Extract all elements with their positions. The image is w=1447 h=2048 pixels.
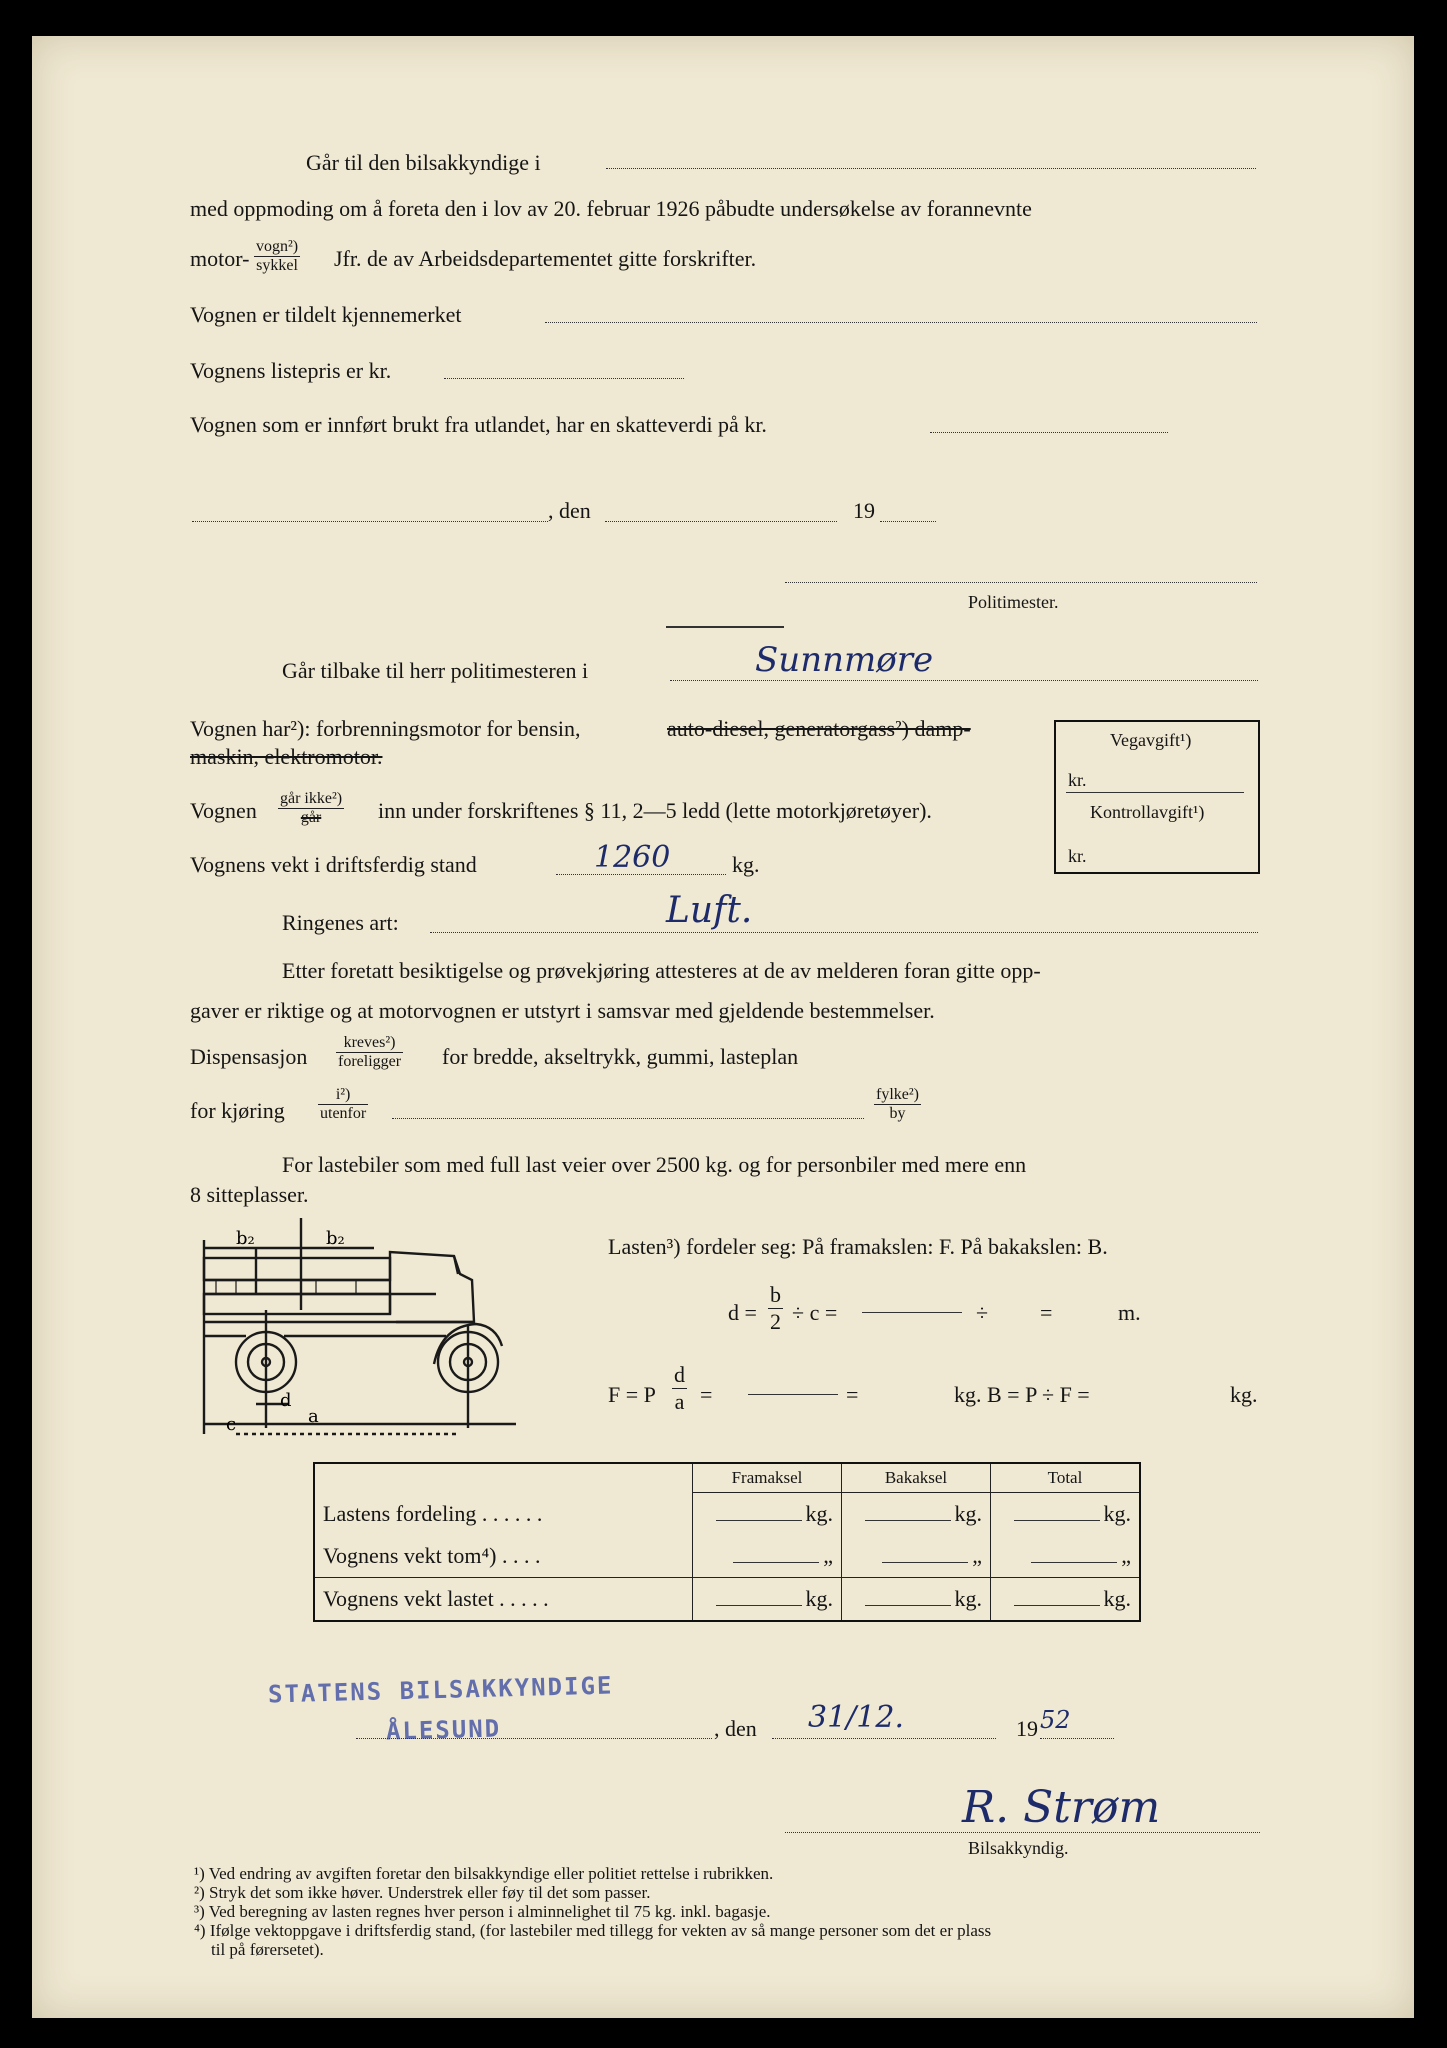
fraction-num: d xyxy=(674,1362,685,1387)
fraction-gaar xyxy=(278,790,344,827)
table-header-row xyxy=(314,1463,1140,1493)
label-gaar-tilbake: Går tilbake til herr politimesteren i xyxy=(282,658,589,683)
fraction-den: 2 xyxy=(770,1309,781,1334)
field-bilsakkyndige-place[interactable] xyxy=(606,168,1256,169)
cell-bakaksel[interactable] xyxy=(842,1535,991,1578)
divider xyxy=(666,626,784,628)
label-vekt: Vognens vekt i driftsferdig stand xyxy=(190,852,477,877)
label-bilsakkyndig: Bilsakkyndig. xyxy=(968,1838,1069,1858)
cell-bakaksel[interactable] xyxy=(842,1493,991,1536)
formula-d-rest: ÷ c = xyxy=(792,1300,838,1325)
fraction-num: fylke²) xyxy=(876,1086,919,1103)
label-lasten: Lasten³) fordeler seg: På framakslen: F. På bakakslen: B. xyxy=(608,1234,1108,1259)
label-kjoring: for kjøring xyxy=(190,1098,285,1123)
unit: „ xyxy=(1121,1543,1131,1568)
field-year-2[interactable] xyxy=(1040,1738,1114,1739)
footnote-2: ²) Stryk det som ikke høver. Understrek eller føy til det som passer. xyxy=(194,1883,651,1902)
field-kjennemerke[interactable] xyxy=(545,322,1257,323)
truck-diagram xyxy=(196,1214,574,1450)
label-skatteverdi: Vognen som er innført brukt fra utlandet, har en skatteverdi på kr. xyxy=(190,412,767,437)
field-politimester-signature[interactable] xyxy=(785,582,1257,583)
formula-f-lhs: F = P xyxy=(608,1382,656,1407)
fraction-num: i²) xyxy=(318,1086,368,1105)
line-gaar-til: Går til den bilsakkyndige i xyxy=(306,150,541,175)
laste-line-1: For lastebiler som med full last veier over 2500 kg. og for personbiler med mere enn xyxy=(282,1152,1027,1177)
footnote-1: ¹) Ved endring av avgiften foretar den bilsakkyndige eller politiet rettelse i rubrikken. xyxy=(194,1864,774,1883)
label-d: d xyxy=(280,1390,292,1411)
cell-bakaksel[interactable] xyxy=(842,1578,991,1622)
label-year-2: 19 xyxy=(1016,1716,1038,1741)
struck-motor-types-1: auto-diesel, generatorgass²) damp- xyxy=(667,716,971,741)
footnote-3: ³) Ved beregning av lasten regnes hver person i alminnelighet til 75 kg. inkl. bagasje. xyxy=(194,1902,771,1921)
fraction-b-over-2 xyxy=(768,1282,783,1335)
row-label: Lastens fordeling . . . . . . xyxy=(323,1500,543,1526)
fraction-den: foreligger xyxy=(338,1053,402,1070)
cell-framaksel[interactable] xyxy=(693,1535,842,1578)
motor-prefix: motor- xyxy=(190,246,250,271)
fraction-den: a xyxy=(674,1389,685,1414)
header-framaksel: Framaksel xyxy=(693,1463,842,1493)
fraction-fylke xyxy=(874,1086,921,1123)
fraction-num: b xyxy=(770,1282,781,1307)
field-bilsakkyndig-place[interactable] xyxy=(356,1738,712,1739)
cell-framaksel[interactable] xyxy=(693,1578,842,1622)
struck-motor-types-2: maskin, elektromotor. xyxy=(190,744,383,769)
formula-f-eq: = xyxy=(700,1382,713,1407)
field-skatteverdi[interactable] xyxy=(930,432,1168,433)
label-kg: kg. xyxy=(732,852,760,877)
fraction-num: går ikke²) xyxy=(280,790,343,807)
row-label: Vognens vekt lastet . . . . . xyxy=(314,1578,693,1622)
header-bakaksel: Bakaksel xyxy=(842,1463,991,1493)
label-kr-2: kr. xyxy=(1068,846,1087,866)
field-politimester-place[interactable] xyxy=(670,680,1258,681)
field-year[interactable] xyxy=(880,521,936,522)
fraction-den: by xyxy=(889,1105,906,1122)
stamp-line-1: STATENS BILSAKKYNDIGE xyxy=(267,1671,614,1709)
label-den: , den xyxy=(548,498,591,523)
label-vognen: Vognen xyxy=(190,798,257,823)
fraction-dispensasjon xyxy=(336,1034,403,1071)
cell-total[interactable] xyxy=(991,1578,1141,1622)
formula-f-eq-2: = xyxy=(846,1382,859,1407)
stamp-line-2: ÅLESUND xyxy=(385,1714,502,1746)
label-vegavgift: Vegavgift¹) xyxy=(1110,730,1192,750)
formula-eq: = xyxy=(1040,1300,1053,1325)
label-dispensasjon-suffix: for bredde, akseltrykk, gummi, lasteplan xyxy=(442,1044,799,1069)
table-row xyxy=(314,1578,1140,1622)
unit: kg. xyxy=(954,1501,982,1526)
fraction-den: sykkel xyxy=(256,257,298,274)
label-listepris: Vognens listepris er kr. xyxy=(190,358,392,383)
cell-framaksel[interactable] xyxy=(693,1493,842,1536)
fraction-kjoring xyxy=(318,1086,368,1123)
label-year: 19 xyxy=(853,498,875,523)
fraction-num: vogn²) xyxy=(256,238,299,255)
handwritten-year: 52 xyxy=(1040,1706,1071,1734)
unit: kg. xyxy=(805,1501,833,1526)
field-listepris[interactable] xyxy=(444,378,684,379)
handwritten-place: Sunnmøre xyxy=(755,640,934,680)
label-dispensasjon: Dispensasjon xyxy=(190,1044,308,1069)
unit: „ xyxy=(823,1543,833,1568)
handwritten-tyres: Luft. xyxy=(666,890,753,931)
fraction-den: utenfor xyxy=(320,1105,367,1122)
unit: kg. xyxy=(1103,1501,1131,1526)
label-den-2: , den xyxy=(714,1716,757,1741)
cell-total[interactable] xyxy=(991,1535,1141,1578)
line-oppmoding: med oppmoding om å foreta den i lov av 20. februar 1926 påbudte undersøkelse av forannevnte xyxy=(190,196,1032,221)
fraction-num: kreves²) xyxy=(336,1034,403,1053)
header-total: Total xyxy=(991,1463,1141,1493)
unit: kg. xyxy=(1103,1586,1131,1611)
label-politimester: Politimester. xyxy=(968,592,1059,612)
unit: kg. xyxy=(954,1586,982,1611)
footnote-4-cont: til på førersetet). xyxy=(194,1940,324,1959)
attest-line-1: Etter foretatt besiktigelse og prøvekjøring attesteres at de av melderen foran gitte opp- xyxy=(282,958,1041,983)
label-kr-1: kr. xyxy=(1068,770,1087,790)
unit: kg. xyxy=(805,1586,833,1611)
label-kontrollavgift: Kontrollavgift¹) xyxy=(1090,802,1205,822)
formula-line-2 xyxy=(748,1394,838,1395)
load-distribution-table xyxy=(313,1462,1141,1622)
formula-div: ÷ xyxy=(976,1300,989,1325)
label-forskrift: inn under forskriftenes § 11, 2—5 ledd (lette motorkjøretøyer). xyxy=(378,798,932,823)
field-ringer[interactable] xyxy=(430,932,1258,933)
handwritten-signature: R. Strøm xyxy=(962,1782,1161,1833)
table-row xyxy=(314,1493,1140,1536)
field-date-2[interactable] xyxy=(772,1738,996,1739)
field-date[interactable] xyxy=(605,521,837,522)
label-motor-type: Vognen har²): forbrenningsmotor for bensin, xyxy=(190,716,581,741)
formula-d-lhs: d = xyxy=(728,1300,757,1325)
fraction-den: går xyxy=(300,809,322,826)
label-b-half-left: b₂ xyxy=(236,1228,255,1249)
handwritten-weight: 1260 xyxy=(594,840,671,875)
motor-suffix: Jfr. de av Arbeidsdepartementet gitte forskrifter. xyxy=(334,246,757,271)
fraction-vogn-sykkel xyxy=(254,238,300,275)
fee-divider xyxy=(1066,792,1244,793)
formula-m: m. xyxy=(1118,1300,1141,1325)
handwritten-date: 31/12. xyxy=(808,1700,904,1735)
label-ringer: Ringenes art: xyxy=(282,910,399,935)
label-b-half-right: b₂ xyxy=(326,1228,345,1249)
fee-box xyxy=(1054,720,1260,874)
label-kjennemerke: Vognen er tildelt kjennemerket xyxy=(190,302,462,327)
laste-line-2: 8 sitteplasser. xyxy=(190,1182,309,1207)
cell-total[interactable] xyxy=(991,1493,1141,1536)
row-label: Vognens vekt tom⁴) . . . . xyxy=(323,1543,541,1568)
field-kjoring[interactable] xyxy=(392,1118,864,1119)
fraction-d-over-a xyxy=(672,1362,687,1415)
formula-kg: kg. xyxy=(1230,1382,1258,1407)
attest-line-2: gaver er riktige og at motorvognen er utstyrt i samsvar med gjeldende bestemmelser. xyxy=(190,998,935,1023)
label-c: c xyxy=(226,1414,237,1435)
label-a: a xyxy=(308,1406,319,1427)
formula-b: kg. B = P ÷ F = xyxy=(954,1382,1090,1407)
unit: „ xyxy=(972,1543,982,1568)
formula-line-1 xyxy=(862,1312,962,1313)
field-place[interactable] xyxy=(192,521,548,522)
footnote-4: ⁴) Ifølge vektoppgave i driftsferdig stand, (for lastebiler med tillegg for vekten av så mange personer som det er plass xyxy=(194,1921,992,1940)
table-row xyxy=(314,1535,1140,1578)
